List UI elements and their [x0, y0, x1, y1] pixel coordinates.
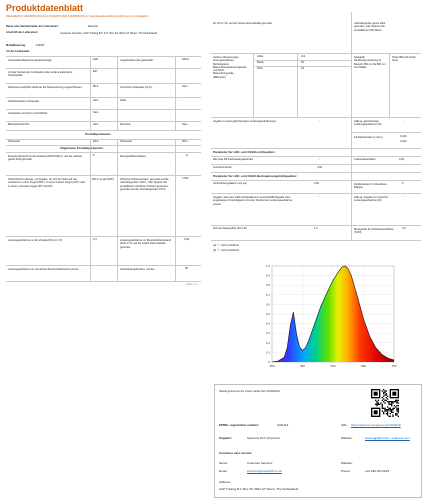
param-label: Energieverbrauch im Ein-Zustand (kWh/1000 h), auf die nächste ganze Zahl gerundet	[8, 155, 82, 162]
y-tick-label: 1.0	[265, 264, 270, 268]
row-label: Verwendete Beleuchtungstechnologie:	[8, 59, 53, 62]
maint-label: Lichtstromerhalt	[213, 166, 232, 169]
param-value2: 0,50	[184, 238, 190, 241]
coord-y: 0,403	[400, 140, 407, 143]
eprel-label: EPREL registration number:	[219, 423, 260, 427]
y-tick-label: 0.3	[265, 331, 270, 336]
chroma-label: Falls ja, gleichwertige Leistungsaufnahme (W)	[354, 120, 382, 127]
address-value: Customer Services, AGP Trading B.V. P.O. Box 39, 6001 GT Weert, The Netherlands	[60, 32, 158, 35]
row-label: Blendschutzschild:	[8, 123, 30, 126]
y-tick-label: 0.4	[265, 321, 270, 326]
param-label2: Leistungsaufnahme im Bereitschaftszustand (Psb) in W, auf die zweite Dezimalstelle gerundet	[120, 239, 171, 249]
row-label2: Ungebündelt oder gebündelt:	[120, 59, 154, 62]
model-value: 519437	[36, 44, 45, 47]
col-header-value2: Wert	[182, 140, 188, 143]
y-tick-label: 0.5	[265, 312, 270, 316]
param-label: Leistungsaufnahme im vernetzten Bereitschaftsbetrieb (Pnet) ...	[8, 268, 82, 271]
url-label: URL:	[341, 423, 348, 427]
dim-width-label: Breite	[257, 61, 264, 64]
claims-value2: -	[404, 195, 405, 198]
equiv-value: -	[319, 119, 320, 122]
led-section-title: Parameter für LED- und OLED-Lichtquellen:	[213, 150, 276, 154]
email-link[interactable]: enquiries@sup2018.co.uk	[247, 469, 282, 473]
life-value: 0,90	[399, 158, 405, 161]
row-value2: Nein	[182, 85, 188, 88]
row-value: Nein	[93, 111, 99, 114]
website2-label: Website:	[341, 461, 353, 465]
y-tick-label: 0.8	[265, 283, 270, 288]
r9-value: -	[319, 158, 320, 161]
x-tick-label: 380	[269, 364, 275, 368]
flicker-label: Flimmer-Messgröße (Pst LM)	[213, 227, 247, 230]
row-label2: Vernetzte Lichtquelle (CLS):	[120, 86, 153, 89]
phone-value: +44 490 024 0023	[365, 469, 390, 473]
row-value: LED	[93, 58, 99, 61]
dim-depth-label: Tiefe	[257, 67, 263, 70]
datasheet-title: Produktdatenblatt	[6, 3, 84, 13]
row-value: MLS	[93, 85, 99, 88]
name-label: Name:	[219, 461, 228, 465]
param-value: 5,4	[93, 238, 97, 241]
address-label: Address:	[219, 480, 231, 484]
row-value2: -	[182, 99, 183, 102]
row-value2: Nein	[182, 123, 188, 126]
param-label: Nutzlichtstrom (Φuse), mit Angabe, ob sich der Wert auf den Lichtstrom in einer Kugel (360°), in einem breiten Kegel (120°) oder in einem schmalen Kegel (90°) bezieht	[8, 178, 86, 188]
param-value2: 3 000	[182, 177, 189, 180]
y-tick-label: 0.6	[265, 302, 270, 307]
row-label2: Dimmbar:	[120, 123, 132, 126]
col-header-param: Parameter	[8, 140, 21, 143]
colour-value: 6	[402, 182, 404, 185]
spectral-distribution-chart	[250, 262, 400, 374]
param-value: 6	[93, 154, 95, 157]
phone-label: Phone:	[341, 469, 351, 473]
param-value2: 80	[185, 267, 188, 270]
claims-label2: Falls ja, Angabe zur ersetzten Leistungsaufnahme (W)	[354, 196, 389, 203]
row-value: Nein	[93, 123, 99, 126]
customer-care-title: Customer care service:	[219, 451, 253, 455]
param-label2: Energieeffizienzklasse:	[120, 155, 147, 158]
dim-width-value: 63	[301, 61, 304, 64]
qr-code-icon[interactable]	[371, 389, 399, 417]
row-label: Farbsteuerbare Lichtquelle:	[8, 100, 40, 103]
life-label: Lebensdauerfaktor	[354, 158, 376, 161]
dim-height-label: Höhe	[257, 55, 264, 58]
chroma-value: -	[404, 119, 405, 122]
param-label2: Farbwiedergabeindex, auf die ...	[120, 268, 158, 271]
x-tick-label: 680	[360, 364, 367, 368]
param-value: -	[93, 267, 94, 270]
flicker-value: 1,0	[314, 227, 318, 230]
name-value: Customer Services	[247, 461, 273, 465]
row-label: Art des Sockels der Lichtquelle (oder andere elektrische Schnittstelle)	[8, 71, 73, 78]
param-value2: E	[186, 154, 188, 157]
y-tick-label: 0.2	[265, 340, 270, 345]
outer-dims-label: Äußere Abmessungen, ohne gesondertes Betriebsgerät, Beleuchtungssteuerungsteile und Nicht-Beleuchtungsteile (Millimeter)	[213, 56, 247, 79]
cos-value: 0,50	[314, 182, 320, 185]
param-label: Leistungsaufnahme im Ein-Zustand (Pon) in W	[8, 239, 62, 242]
email-label: Email:	[219, 469, 228, 473]
col-header-value: Wert	[93, 140, 99, 143]
strobo-label: Messgröße für Stroboskop-Effekte (SVM)	[354, 228, 394, 235]
row-value: E27	[93, 70, 98, 73]
row-label: Lichtquelle mit hoher Leuchtdichte:	[8, 112, 49, 115]
mains-section-title: Parameter für LED- und OLED-Netzspannungslichtquellen:	[213, 174, 297, 178]
website-label: Website:	[341, 436, 353, 440]
claims-label: Angabe, dass eine LED-Lichtquelle eine Leuchtstofflichtquelle ohne eingebautes Vorschaltgerät mit einer bestimmten Leistungsaufnahme ersetzt.	[213, 196, 293, 206]
spectral-label: Spektrale Strahlungsverteilung im Bereich 250 nm bis 800 nm bei Volllast	[354, 56, 386, 69]
supplier-value: Eveniolo	[88, 25, 98, 28]
standby-net-label: für CLS in W, auf die zweite Dezimalstelle gerundet	[213, 22, 272, 25]
dim-height-value: 112	[301, 55, 306, 58]
claims-value: -	[319, 195, 320, 198]
coord-label: Farbwertanteile (x und y)	[354, 136, 383, 139]
eprel-value: 1001119	[277, 423, 289, 427]
row-label: Netzspannung/Nicht direkt an die Netzspannung angeschlossen:	[8, 86, 83, 89]
param-value: 600 in Kugel (360°)	[92, 178, 115, 181]
right-datasheet	[209, 0, 426, 262]
cri-label: nächstliegende ganze Zahl gerundet, oder Spanne der einstellbaren CRI-Werte	[354, 22, 386, 32]
supplier-label: Name oder Handelsmarke des Lieferanten:	[6, 25, 59, 28]
maint-value: 0,96	[317, 166, 323, 169]
r9-label: Wert des R9-Farbwiedergabeindex	[213, 158, 254, 161]
x-tick-label: 780	[391, 364, 397, 368]
page-number: Seite 1 / 2	[186, 283, 198, 286]
colour-label: Farbkonsistenz in MacAdam-Ellipsen	[354, 183, 388, 190]
x-tick-label: 580	[330, 364, 336, 368]
col-header-param2: Parameter	[120, 140, 133, 143]
model-label: Modellkennung:	[6, 44, 26, 47]
x-tick-label: 480	[299, 364, 306, 368]
address-value: AGP Trading B.V. Box 39, 6001 GT Weert, The Netherlands	[219, 487, 299, 491]
cos-label: Verschiebungsfaktor (cos φ1)	[213, 182, 247, 185]
y-tick-label: 0	[268, 360, 270, 364]
url-link[interactable]: https://eprel.ec.europa.eu/qr/1001119	[351, 423, 401, 427]
row-value2: NDLS	[182, 58, 189, 61]
y-tick-label: 0.1	[265, 350, 270, 355]
type-section-title: Art der Lichtquelle:	[6, 50, 30, 53]
footnote-a: (a) "-": nicht zutreffend	[213, 244, 239, 247]
general-section-title: Allgemeine Produktparameter:	[60, 146, 104, 150]
eprel-registration-box	[214, 384, 422, 498]
spectral-value: Siehe Bild auf letzter Seite	[392, 56, 416, 63]
website-link[interactable]: www.agplight.com / supreme.com	[365, 436, 410, 440]
dim-depth-value: 63	[301, 67, 304, 70]
row-label2: Hülle:	[120, 99, 127, 102]
supplier-value: Supreme PLC (Importer)	[247, 436, 280, 440]
regulation-text: DELEGIERTE VERORDNUNG (EU) 2019/2015 DER KOMMISSION zur Energieverbrauchskennzeichnung von Lichtquellen	[6, 15, 149, 18]
equiv-label: Angabe zu einer gleichwertigen Leistungsaufnahme(a)	[213, 120, 276, 123]
row-value: Nein	[93, 99, 99, 102]
market-date-text: Stützet gesund on the Union market from 26/10/2021	[219, 390, 280, 393]
param-label2: Ähnliche Farbtemperatur, gerundet auf die nächstliegenden 100 K, oder Spanne der einstellbaren ähnlichen Farbtemperaturen, gerundet auf die nächstliegenden 100 K	[120, 178, 169, 191]
y-tick-label: 0.9	[265, 273, 270, 278]
y-tick-label: 0.7	[265, 292, 270, 297]
left-datasheet	[0, 0, 209, 330]
coord-x: 0,434	[400, 135, 407, 138]
address-label: Anschrift des Lieferanten:	[6, 31, 39, 34]
footnote-b: (b) "-": nicht zutreffend	[213, 249, 239, 252]
strobo-value: 0,9	[402, 227, 406, 230]
params-title: Produktparameter	[85, 132, 111, 136]
supplier-label: Supplier:	[219, 436, 233, 440]
